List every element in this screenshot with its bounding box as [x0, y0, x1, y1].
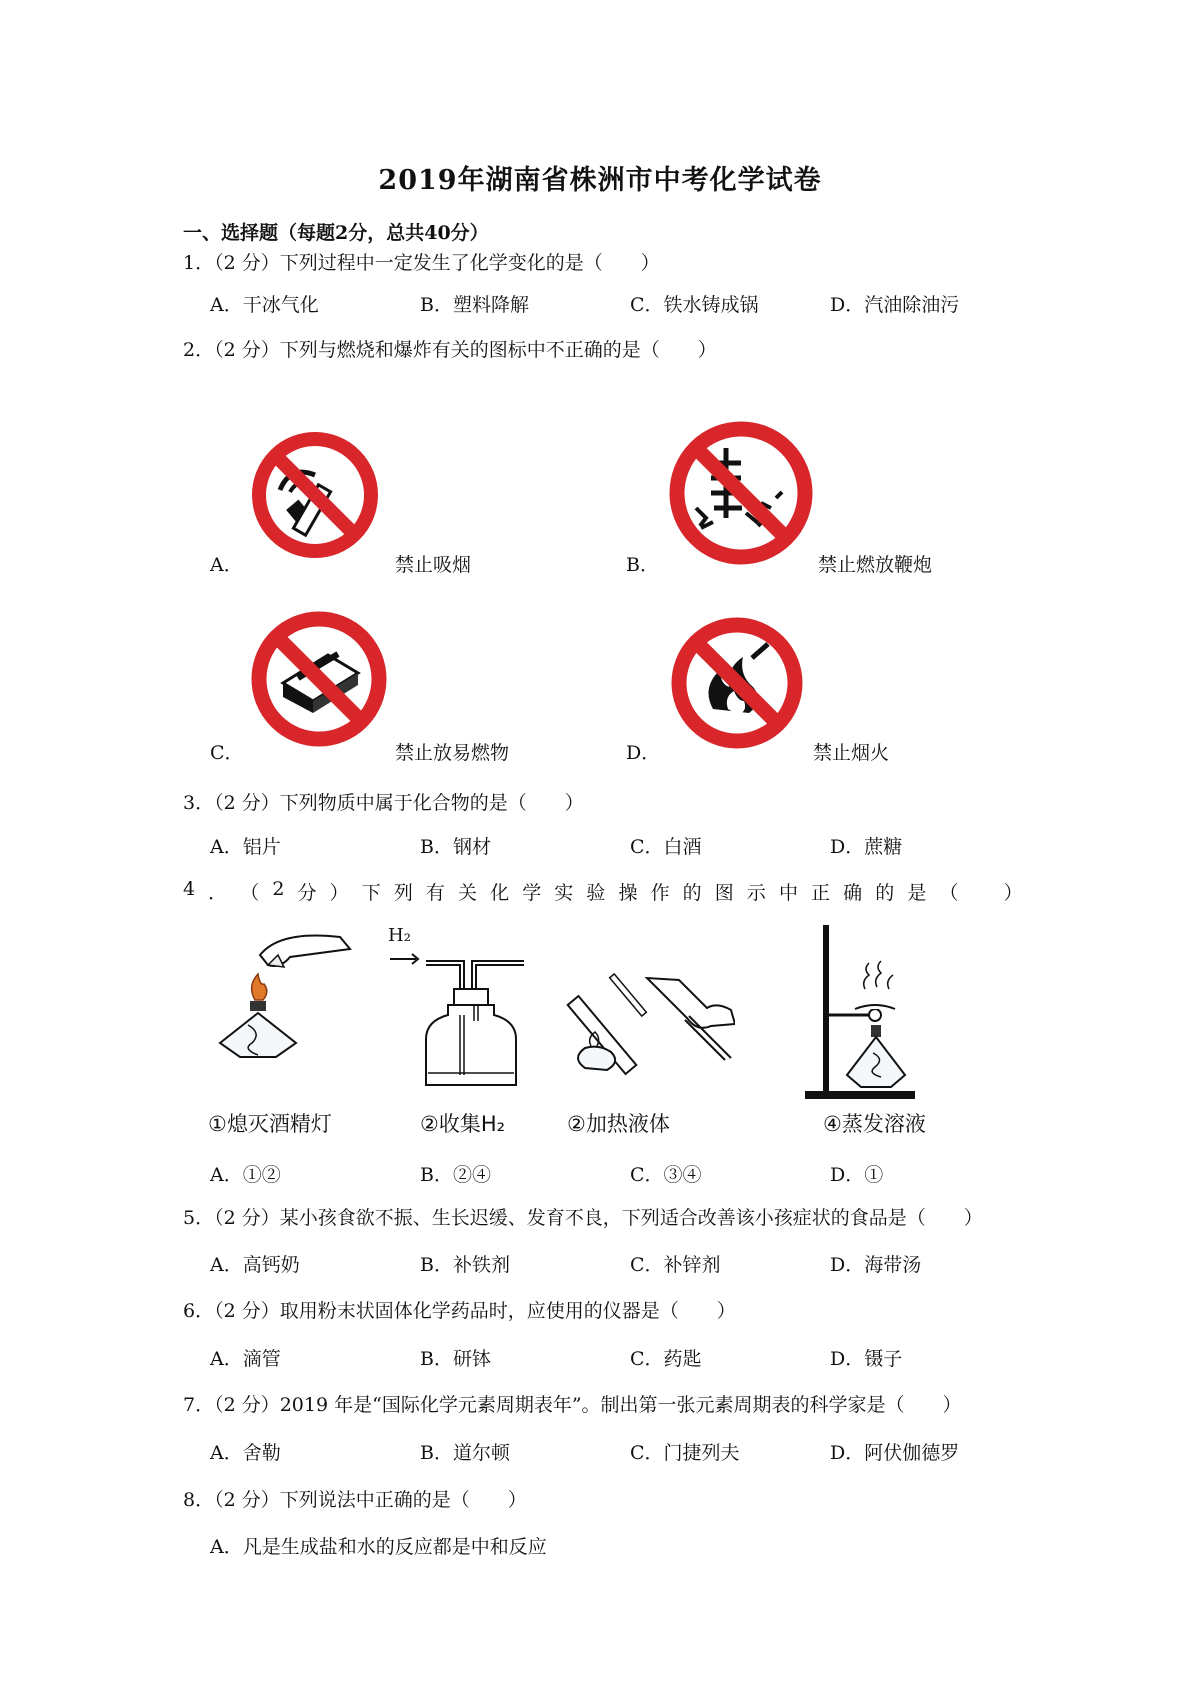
option-a[interactable]: A．滴管	[210, 1348, 281, 1370]
option-b[interactable]: B．道尔顿	[420, 1442, 510, 1464]
question-4-stem-char: 确	[843, 882, 863, 904]
question-4-stem-char: 关	[458, 882, 478, 904]
option-d[interactable]: D．镊子	[830, 1348, 903, 1370]
sign-caption-a: 禁止吸烟	[395, 554, 472, 576]
question-4-stem-char	[972, 878, 991, 905]
question-1-stem: 1．（2 分）下列过程中一定发生了化学变化的是（ ）	[183, 252, 660, 274]
option-b[interactable]: B．研钵	[420, 1348, 491, 1370]
option-d[interactable]: D．阿伏伽德罗	[830, 1442, 960, 1464]
section-heading: 一、选择题（每题2分，总共40分）	[183, 222, 489, 244]
question-3-stem: 3．（2 分）下列物质中属于化合物的是（ ）	[183, 792, 584, 814]
question-7-stem: 7．（2 分）2019 年是“国际化学元素周期表年”。制出第一张元素周期表的科学家是（ ）	[183, 1394, 962, 1416]
option-a[interactable]: A．干冰气化	[210, 294, 319, 316]
heating-liquid-illustration	[565, 960, 735, 1080]
question-6-stem: 6．（2 分）取用粉末状固体化学药品时，应使用的仪器是（ ）	[183, 1300, 736, 1322]
lab-caption-3: ②加热液体	[567, 1112, 670, 1136]
question-4-stem-char: 4	[183, 878, 196, 900]
question-4-stem-char: ）	[1003, 882, 1023, 904]
question-4-stem-char: 作	[650, 882, 670, 904]
lab-caption-2: ②收集H₂	[420, 1112, 506, 1136]
lab-heat-liquid	[565, 960, 735, 1084]
lab-extinguish-lamp	[210, 925, 360, 1079]
option-c[interactable]: C．药匙	[630, 1348, 702, 1370]
alcohol-lamp-blowout-illustration	[210, 925, 360, 1075]
lab-caption-4: ④蒸发溶液	[823, 1112, 926, 1136]
option-b[interactable]: B．	[626, 554, 659, 576]
option-c[interactable]: C．补锌剂	[630, 1254, 721, 1276]
option-c[interactable]: C．白酒	[630, 836, 702, 858]
option-b[interactable]: B．塑料降解	[420, 294, 529, 316]
option-a[interactable]: A．高钙奶	[210, 1254, 300, 1276]
page-title: 2019年湖南省株洲市中考化学试卷	[378, 165, 822, 196]
question-4-stem-char: 操	[618, 882, 638, 904]
question-4-stem-char: （	[240, 882, 260, 904]
option-d[interactable]: D．海带汤	[830, 1254, 922, 1276]
question-4-stem-char: 验	[586, 882, 606, 904]
question-4-stem-char: 下	[361, 882, 381, 904]
no-smoking-icon	[250, 430, 380, 560]
option-b[interactable]: B．②④	[420, 1164, 491, 1186]
no-flammables-icon	[248, 608, 390, 750]
question-4-stem-char: 的	[682, 882, 702, 904]
question-4-stem-char: 是	[907, 882, 927, 904]
no-firecrackers-icon	[666, 418, 816, 568]
question-4-stem-char: ）	[329, 882, 349, 904]
option-d[interactable]: D．汽油除油污	[830, 294, 960, 316]
h2-label: H₂	[388, 925, 411, 946]
option-a[interactable]: A．	[210, 554, 243, 576]
option-a[interactable]: A．铝片	[210, 836, 281, 858]
option-a[interactable]: A．舍勒	[210, 1442, 281, 1464]
option-c[interactable]: C．门捷列夫	[630, 1442, 740, 1464]
option-b[interactable]: B．钢材	[420, 836, 491, 858]
question-4-stem-char: 2	[272, 878, 285, 900]
question-4-stem-char: 图	[714, 882, 734, 904]
sign-caption-c: 禁止放易燃物	[395, 742, 510, 764]
evaporation-setup-illustration	[805, 925, 935, 1105]
no-fire-icon	[668, 614, 806, 752]
question-4-stem-char: 列	[393, 882, 413, 904]
question-4-stem-char: （	[939, 882, 959, 904]
option-d[interactable]: D．	[626, 742, 661, 764]
option-a[interactable]: A．①②	[210, 1164, 281, 1186]
question-4-stem-char: 实	[554, 882, 574, 904]
option-d[interactable]: D．①	[830, 1164, 884, 1186]
question-4-stem-char: 的	[875, 882, 895, 904]
question-4-stem-char: 化	[490, 882, 510, 904]
sign-caption-b: 禁止燃放鞭炮	[818, 554, 933, 576]
question-4-stem-char: 有	[425, 882, 445, 904]
lab-evaporate	[805, 925, 935, 1109]
question-4-stem-char: 正	[811, 882, 831, 904]
option-b[interactable]: B．补铁剂	[420, 1254, 510, 1276]
option-c[interactable]: C．	[210, 742, 244, 764]
option-d[interactable]: D．蔗糖	[830, 836, 903, 858]
question-8-stem: 8．（2 分）下列说法中正确的是（ ）	[183, 1489, 527, 1511]
question-4-stem-char: 学	[522, 882, 542, 904]
question-5-stem: 5．（2 分）某小孩食欲不振、生长迟缓、发育不良，下列适合改善该小孩症状的食品是（ ）	[183, 1207, 983, 1229]
option-c[interactable]: C．铁水铸成锅	[630, 294, 759, 316]
question-4-stem-char: 中	[778, 882, 798, 904]
sign-caption-d: 禁止烟火	[813, 742, 890, 764]
gas-collection-bottle-illustration	[388, 949, 538, 1089]
question-4-stem	[183, 878, 1023, 905]
question-4-stem-char: 分	[297, 882, 317, 904]
question-2-stem: 2．（2 分）下列与燃烧和爆炸有关的图标中不正确的是（ ）	[183, 339, 717, 361]
lab-caption-1: ①熄灭酒精灯	[208, 1112, 332, 1136]
option-c[interactable]: C．③④	[630, 1164, 702, 1186]
question-4-stem-char: 示	[746, 882, 766, 904]
question-4-stem-char: ．	[208, 882, 228, 904]
option-a[interactable]: A．凡是生成盐和水的反应都是中和反应	[210, 1536, 547, 1558]
